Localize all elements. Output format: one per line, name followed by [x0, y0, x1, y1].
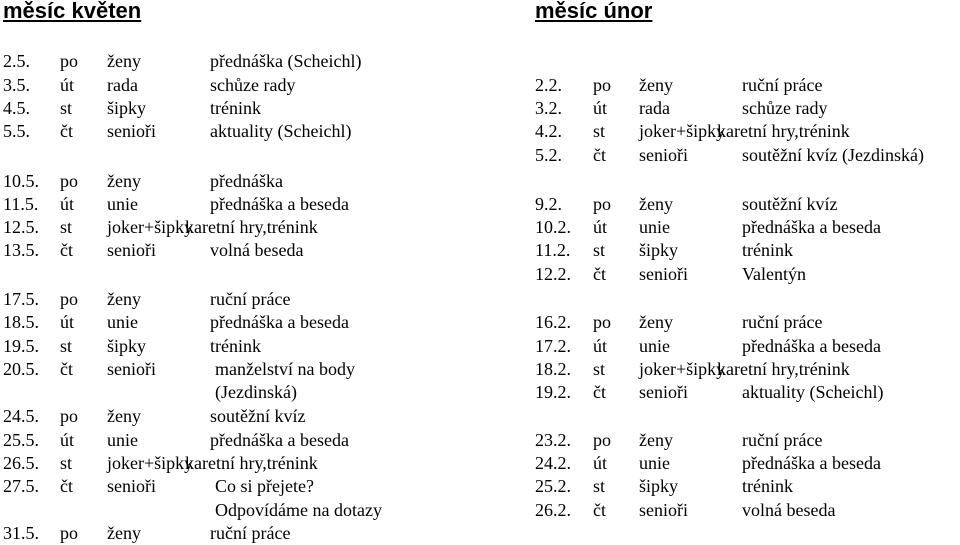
row-activity: přednáška (Scheichl) [210, 51, 362, 71]
row-group: ženy [107, 171, 141, 191]
row-activity: ruční práce [210, 289, 291, 309]
row-day: čt [60, 121, 73, 141]
row-group: unie [639, 336, 670, 356]
row-day: st [593, 359, 606, 379]
row-group: senioři [639, 264, 688, 284]
row-activity: přednáška a beseda [742, 336, 881, 356]
row-date: 25.2. [535, 476, 571, 496]
row-date: 26.5. [3, 453, 39, 473]
row-date: 17.2. [535, 336, 571, 356]
row-day: po [593, 75, 611, 95]
row-day: út [60, 75, 75, 95]
row-group: senioři [639, 145, 688, 165]
row-activity: Odpovídáme na dotazy [215, 500, 382, 520]
row-activity: přednáška a beseda [210, 312, 349, 332]
row-date: 5.2. [535, 145, 562, 165]
row-group: senioři [107, 121, 156, 141]
row-date: 25.5. [3, 430, 39, 450]
row-activity: soutěžní kvíz (Jezdinská) [742, 145, 924, 165]
row-date: 11.5. [3, 194, 39, 214]
row-activity: volná beseda [210, 240, 304, 260]
row-activity: karetní hry,trénink [717, 121, 850, 141]
row-activity: přednáška a beseda [210, 194, 349, 214]
row-day: čt [60, 240, 73, 260]
row-group: rada [639, 98, 670, 118]
row-activity: ruční práce [742, 430, 823, 450]
row-group: unie [107, 430, 138, 450]
row-date: 31.5. [3, 523, 39, 543]
row-activity: trénink [742, 240, 793, 260]
row-activity: trénink [210, 98, 261, 118]
row-date: 27.5. [3, 476, 39, 496]
row-day: út [60, 312, 75, 332]
row-date: 2.2. [535, 75, 562, 95]
row-date: 26.2. [535, 500, 571, 520]
row-activity: ruční práce [210, 523, 291, 543]
row-group: ženy [107, 406, 141, 426]
row-group: rada [107, 75, 138, 95]
row-group: ženy [107, 51, 141, 71]
row-activity: soutěžní kvíz [210, 406, 306, 426]
row-day: st [60, 217, 73, 237]
row-activity: ruční práce [742, 312, 823, 332]
row-group: unie [639, 217, 670, 237]
row-activity: (Jezdinská) [215, 382, 297, 402]
row-activity: schůze rady [210, 75, 296, 95]
row-day: st [593, 476, 606, 496]
row-day: út [593, 217, 608, 237]
row-day: st [593, 121, 606, 141]
row-group: ženy [107, 523, 141, 543]
row-date: 19.2. [535, 382, 571, 402]
row-activity: manželství na body [215, 359, 355, 379]
row-date: 12.5. [3, 217, 39, 237]
row-group: joker+šipky [107, 217, 194, 237]
row-activity: ruční práce [742, 75, 823, 95]
row-date: 2.5. [3, 51, 30, 71]
row-group: šipky [107, 336, 147, 356]
row-activity: soutěžní kvíz [742, 194, 838, 214]
row-day: po [60, 406, 78, 426]
row-day: st [60, 98, 73, 118]
row-activity: schůze rady [742, 98, 828, 118]
row-day: čt [60, 359, 73, 379]
row-date: 17.5. [3, 289, 39, 309]
row-group: senioři [107, 359, 156, 379]
row-date: 24.2. [535, 453, 571, 473]
row-group: ženy [107, 289, 141, 309]
row-day: čt [593, 264, 606, 284]
row-group: ženy [639, 312, 673, 332]
row-activity: Co si přejete? [215, 476, 314, 496]
row-activity: karetní hry,trénink [717, 359, 850, 379]
row-day: út [593, 336, 608, 356]
row-day: st [60, 336, 73, 356]
row-day: čt [593, 145, 606, 165]
row-day: po [60, 289, 78, 309]
row-day: po [60, 523, 78, 543]
row-date: 9.2. [535, 194, 562, 214]
row-date: 24.5. [3, 406, 39, 426]
row-date: 19.5. [3, 336, 39, 356]
row-date: 13.5. [3, 240, 39, 260]
row-activity: karetní hry,trénink [185, 217, 318, 237]
row-activity: volná beseda [742, 500, 836, 520]
row-group: ženy [639, 194, 673, 214]
row-day: čt [593, 500, 606, 520]
row-day: út [593, 98, 608, 118]
row-date: 4.2. [535, 121, 562, 141]
row-day: po [60, 171, 78, 191]
row-activity: trénink [742, 476, 793, 496]
row-group: unie [107, 312, 138, 332]
row-activity: trénink [210, 336, 261, 356]
row-date: 23.2. [535, 430, 571, 450]
row-day: út [60, 194, 75, 214]
row-day: po [593, 194, 611, 214]
row-day: po [593, 430, 611, 450]
row-day: st [593, 240, 606, 260]
row-group: senioři [107, 476, 156, 496]
row-date: 3.2. [535, 98, 562, 118]
row-group: unie [107, 194, 138, 214]
row-date: 3.5. [3, 75, 30, 95]
row-group: ženy [639, 430, 673, 450]
row-date: 5.5. [3, 121, 30, 141]
row-date: 4.5. [3, 98, 30, 118]
row-date: 11.2. [535, 240, 571, 260]
row-group: senioři [639, 500, 688, 520]
row-activity: Valentýn [742, 264, 806, 284]
row-group: joker+šipky [639, 121, 726, 141]
row-activity: přednáška a beseda [210, 430, 349, 450]
row-day: po [593, 312, 611, 332]
row-activity: aktuality (Scheichl) [742, 382, 884, 402]
row-date: 18.5. [3, 312, 39, 332]
row-date: 10.2. [535, 217, 571, 237]
row-group: senioři [107, 240, 156, 260]
row-date: 10.5. [3, 171, 39, 191]
row-day: po [60, 51, 78, 71]
row-day: st [60, 453, 73, 473]
may-title: měsíc květen [3, 0, 142, 23]
row-day: út [593, 453, 608, 473]
row-group: joker+šipky [107, 453, 194, 473]
row-day: čt [60, 476, 73, 496]
row-group: šipky [639, 476, 679, 496]
row-group: unie [639, 453, 670, 473]
row-activity: přednáška [210, 171, 283, 191]
february-title: měsíc únor [535, 0, 653, 23]
row-day: čt [593, 382, 606, 402]
row-group: šipky [107, 98, 147, 118]
row-group: senioři [639, 382, 688, 402]
row-group: joker+šipky [639, 359, 726, 379]
row-date: 16.2. [535, 312, 571, 332]
row-activity: aktuality (Scheichl) [210, 121, 352, 141]
row-group: ženy [639, 75, 673, 95]
row-activity: přednáška a beseda [742, 453, 881, 473]
row-day: út [60, 430, 75, 450]
row-group: šipky [639, 240, 679, 260]
row-activity: přednáška a beseda [742, 217, 881, 237]
row-date: 18.2. [535, 359, 571, 379]
row-date: 20.5. [3, 359, 39, 379]
row-date: 12.2. [535, 264, 571, 284]
row-activity: karetní hry,trénink [185, 453, 318, 473]
